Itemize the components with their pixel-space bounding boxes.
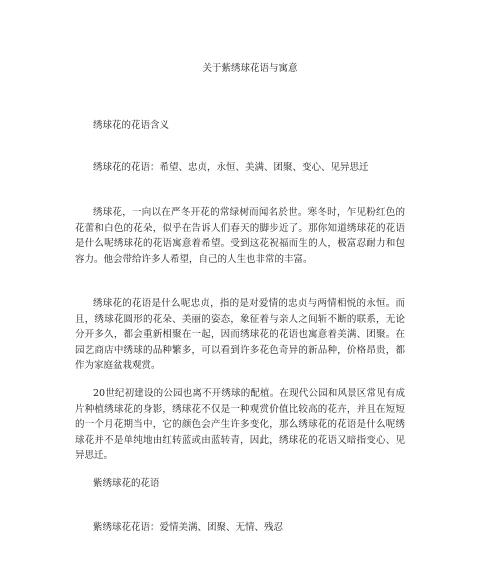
purple-flower-language-line: 紫绣球花花语：爱情美满、团聚、无情、残忍 bbox=[93, 522, 284, 533]
paragraph-1: 绣球花，一向以在严冬开花的常绿树而闻名於世。寒冬时，乍见粉红色的花蕾和白色的花朵，似乎在告诉人们春天的脚步近了。那你知道绣球花的花语是什么呢绣球花的花语寓意着希望。受到这花祝福而生的人，极富忍耐力和包容力。他会带给许多人希望，自己的人生也非常的丰富。 bbox=[75, 207, 405, 265]
flower-language-line: 绣球花的花语：希望、忠贞，永恒、美满、团聚、变心、见异思迁 bbox=[93, 162, 369, 173]
section-heading-purple: 紫绣球花的花语 bbox=[93, 478, 160, 489]
paragraph-3: 20世纪初建设的公园也离不开绣球的配植。在现代公园和风景区常见有成片种植绣球花的身影，绣球花不仅是一种观赏价值比较高的花卉，并且在短短的一个月花期当中，它的颜色会产生许多变化，那么绣球花的花语是什么呢绣球花并不是单纯地由红转蓝或由蓝转青，因此，绣球花的花语又暗指变心、见异思迁。 bbox=[75, 388, 405, 461]
section-heading-meaning: 绣球花的花语含义 bbox=[93, 120, 170, 131]
paragraph-2: 绣球花的花语是什么呢忠贞，指的是对爱情的忠贞与两情相悦的永恒。而且，绣球花圆形的花朵、美丽的姿态，象征着与亲人之间斩不断的联系，无论分开多久，都会重新相聚在一起，因而绣球花的花语也寓意着美满、团聚。在园艺商店中绣球的品种繁多，可以看到许多花色奇异的新品种，价格昂贵，都作为家庭盆栽观赏。 bbox=[75, 298, 405, 371]
document-title: 关于紫绣球花语与寓意 bbox=[202, 63, 298, 74]
